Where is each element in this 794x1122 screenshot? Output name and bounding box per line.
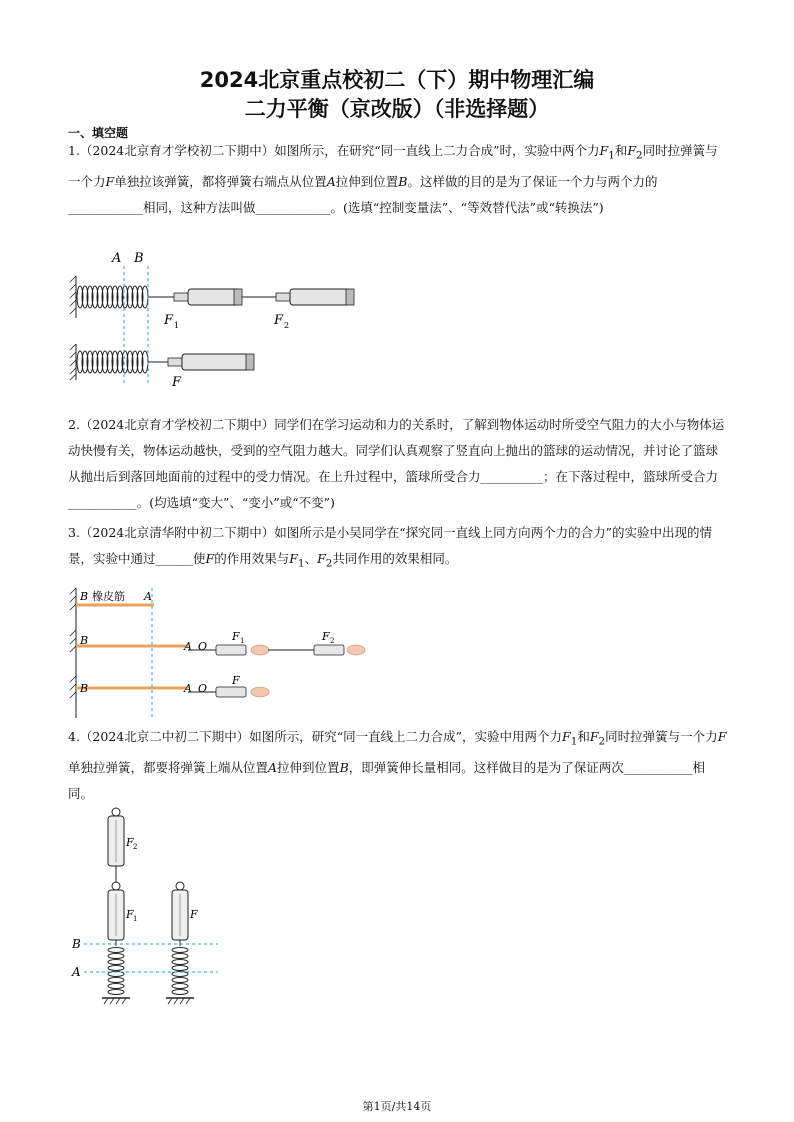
q1-label-b: B xyxy=(134,251,144,266)
q4-label-f1: F xyxy=(126,908,134,921)
q3-label-f1: F xyxy=(232,630,240,643)
q1-label-f1-sub: 1 xyxy=(174,321,180,330)
q3-band-label: 橡皮筋 xyxy=(92,590,125,603)
q3-label-a-bot: A xyxy=(184,682,192,695)
question-1: 1.（2024北京育才学校初二下期中）如图所示，在研究“同一直线上二力合成”时，实验中两个力$F_1$和$F_2$同时拉弹簧与一个力F单独拉该弹簧，都将弹簧右端点从位置A拉伸到位置B。这样做的目的是为了保证一个力与两个力的____________相同，这种方法叫做____________。(选填“控制变量法”、“等效替代法”或“转换法”) xyxy=(68,143,718,215)
q1-blank-1[interactable]: ____________ xyxy=(68,199,143,215)
q3-label-o-bot: O xyxy=(198,682,208,695)
q3-blank-1[interactable]: ______ xyxy=(155,551,194,566)
page-subtitle: 二力平衡（京改版）（非选择题） xyxy=(244,97,550,121)
q1-label-f2-sub: 2 xyxy=(284,321,290,330)
q1-label-f: F xyxy=(172,375,182,390)
q3-label-f1-sub: 1 xyxy=(240,637,245,645)
q3-label-a-mid: A xyxy=(184,640,192,653)
question-3: 3.（2024北京清华附中初二下期中）如图所示是小吴同学在“探究同一直线上同方向两个力的合力”的实验中出现的情景，实验中通过______使F的作用效果与$F_1$、$F_2$共同作用的效果相同。 xyxy=(68,525,713,570)
q4-label-f2: F xyxy=(126,836,134,849)
q1-blank-2[interactable]: ____________ xyxy=(255,199,331,215)
q2-blank-1[interactable]: __________ xyxy=(480,469,544,484)
q3-label-o-mid: O xyxy=(198,640,208,653)
q4-label-f2-sub: 2 xyxy=(133,843,138,851)
figure-q1-spring-scales xyxy=(68,248,368,393)
q3-label-b-top: B xyxy=(80,590,89,603)
q3-label-f2-sub: 2 xyxy=(330,637,335,645)
figure-q3-rubber-band xyxy=(68,586,378,720)
section-heading: 一、填空题 xyxy=(68,126,129,140)
q1-label-a: A xyxy=(112,251,122,266)
q4-label-a: A xyxy=(72,965,81,979)
q3-label-b-bot: B xyxy=(80,682,89,695)
page-footer: 第1页/共14页 xyxy=(362,1100,432,1113)
q4-label-b: B xyxy=(72,937,81,951)
q4-label-f1-sub: 1 xyxy=(133,915,138,923)
q3-label-a-top: A xyxy=(144,590,152,603)
q4-label-f: F xyxy=(190,908,198,921)
q2-blank-2[interactable]: ___________ xyxy=(68,495,137,510)
q3-label-b-mid: B xyxy=(80,634,89,647)
question-2: 2.（2024北京育才学校初二下期中）同学们在学习运动和力的关系时，了解到物体运动时所受空气阻力的大小与物体运动快慢有关，物体运动越快，受到的空气阻力越大。同学们认真观察了竖直向上抛出的篮球的运动情况，并讨论了篮球从抛出后到落回地面前的过程中的受力情况。在上升过程中，篮球所受合力__________；在下落过程中，篮球所受合力___________。(均选填“变大”、“变小”或“不变”) xyxy=(68,417,725,510)
q3-label-f2: F xyxy=(322,630,330,643)
q4-blank-1[interactable]: ___________ xyxy=(623,759,693,775)
figure-q4-vertical-springs xyxy=(68,806,258,1010)
question-4: 4.（2024北京二中初二下期中）如图所示，研究“同一直线上二力合成”，实验中用两个力$F_1$和$F_2$同时拉弹簧与一个力F单独拉弹簧，都要将弹簧上端从位置A拉伸到位置B，即弹簧伸长量相同。这样做目的是为了保证两次___________相同。 xyxy=(68,729,727,801)
q3-label-f: F xyxy=(232,674,240,687)
page-title: 2024北京重点校初二（下）期中物理汇编 xyxy=(199,68,595,92)
q1-label-f1: F xyxy=(164,313,174,328)
q1-label-f2: F xyxy=(274,313,284,328)
